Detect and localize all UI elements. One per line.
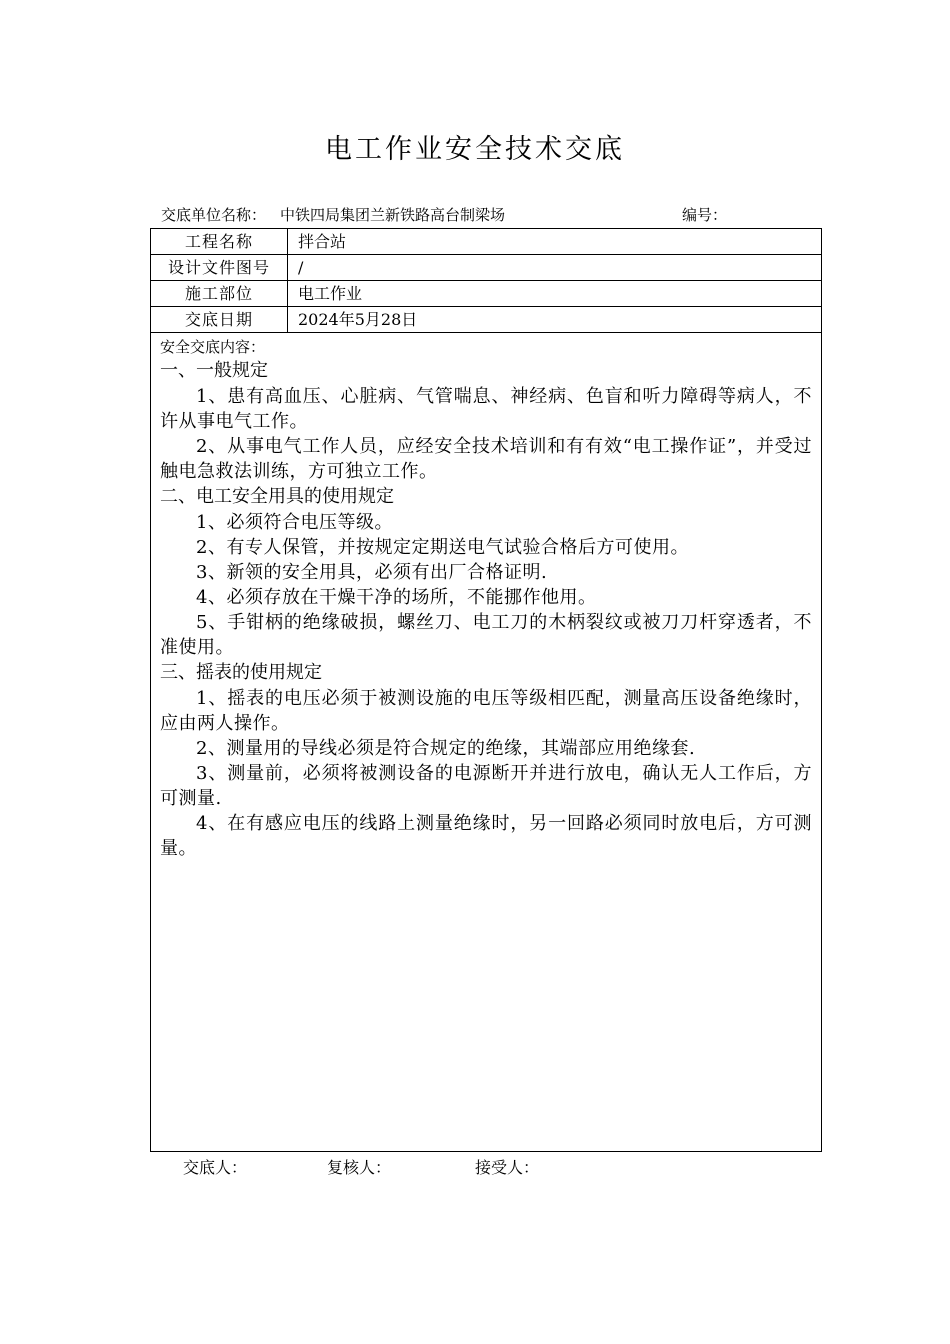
- project-name-label: 工程名称: [151, 229, 288, 255]
- section-title: 三、摇表的使用规定: [160, 662, 322, 683]
- document-title: 电工作业安全技术交底: [325, 134, 625, 165]
- section-item: 2、有专人保管，并按规定定期送电气试验合格后方可使用。: [196, 537, 689, 558]
- unit-name-label: 交底单位名称：: [161, 206, 267, 224]
- section-item: 1、必须符合电压等级。: [196, 512, 393, 533]
- section-item: 3、测量前，必须将被测设备的电源断开并进行放电，确认无人工作后，方可测量.: [160, 763, 812, 809]
- section-item: 2、从事电气工作人员，应经安全技术培训和有有效“电工操作证”，并受过触电急救法训练，方可独立工作。: [160, 436, 812, 482]
- section-item: 1、患有高血压、心脏病、气管喘息、神经病、色盲和听力障碍等病人，不许从事电气工作。: [160, 386, 812, 432]
- signature-line: [183, 1156, 683, 1180]
- design-doc-value: /: [288, 255, 822, 281]
- table-row: [151, 255, 821, 281]
- reviewer-label: 复核人：: [327, 1158, 392, 1177]
- section-item: 1、摇表的电压必须于被测设施的电压等级相匹配，测量高压设备绝缘时，应由两人操作。: [160, 688, 812, 734]
- info-table: [151, 229, 821, 333]
- receiver-label: 接受人：: [475, 1158, 540, 1177]
- disclosure-form: [150, 228, 822, 1152]
- section-item: 4、必须存放在干燥干净的场所，不能挪作他用。: [196, 587, 597, 608]
- section-item: 3、新领的安全用具，必须有出厂合格证明.: [196, 562, 548, 583]
- unit-name-value: 中铁四局集团兰新铁路高台制梁场: [280, 206, 506, 224]
- disclosure-date-value: 2024年5月28日: [288, 307, 822, 333]
- design-doc-label: 设计文件图号: [151, 255, 288, 281]
- section-item: 5、手钳柄的绝缘破损，螺丝刀、电工刀的木柄裂纹或被刀刀杆穿透者，不准使用。: [160, 612, 812, 658]
- disclosure-date-label: 交底日期: [151, 307, 288, 333]
- section-title: 一、一般规定: [160, 360, 268, 381]
- number-label: 编号：: [682, 206, 728, 224]
- disclosure-content: [151, 333, 821, 861]
- table-row: [151, 229, 821, 255]
- discloser-label: 交底人：: [183, 1158, 248, 1177]
- construction-part-value: 电工作业: [288, 281, 822, 307]
- project-name-value: 拌合站: [288, 229, 822, 255]
- section-item: 4、在有感应电压的线路上测量绝缘时，另一回路必须同时放电后，方可测量。: [160, 813, 812, 859]
- table-row: [151, 307, 821, 333]
- content-heading: 安全交底内容：: [160, 338, 266, 356]
- section-title: 二、电工安全用具的使用规定: [160, 486, 394, 507]
- header-line: [161, 204, 801, 226]
- table-row: [151, 281, 821, 307]
- section-item: 2、测量用的导线必须是符合规定的绝缘，其端部应用绝缘套.: [196, 738, 696, 759]
- construction-part-label: 施工部位: [151, 281, 288, 307]
